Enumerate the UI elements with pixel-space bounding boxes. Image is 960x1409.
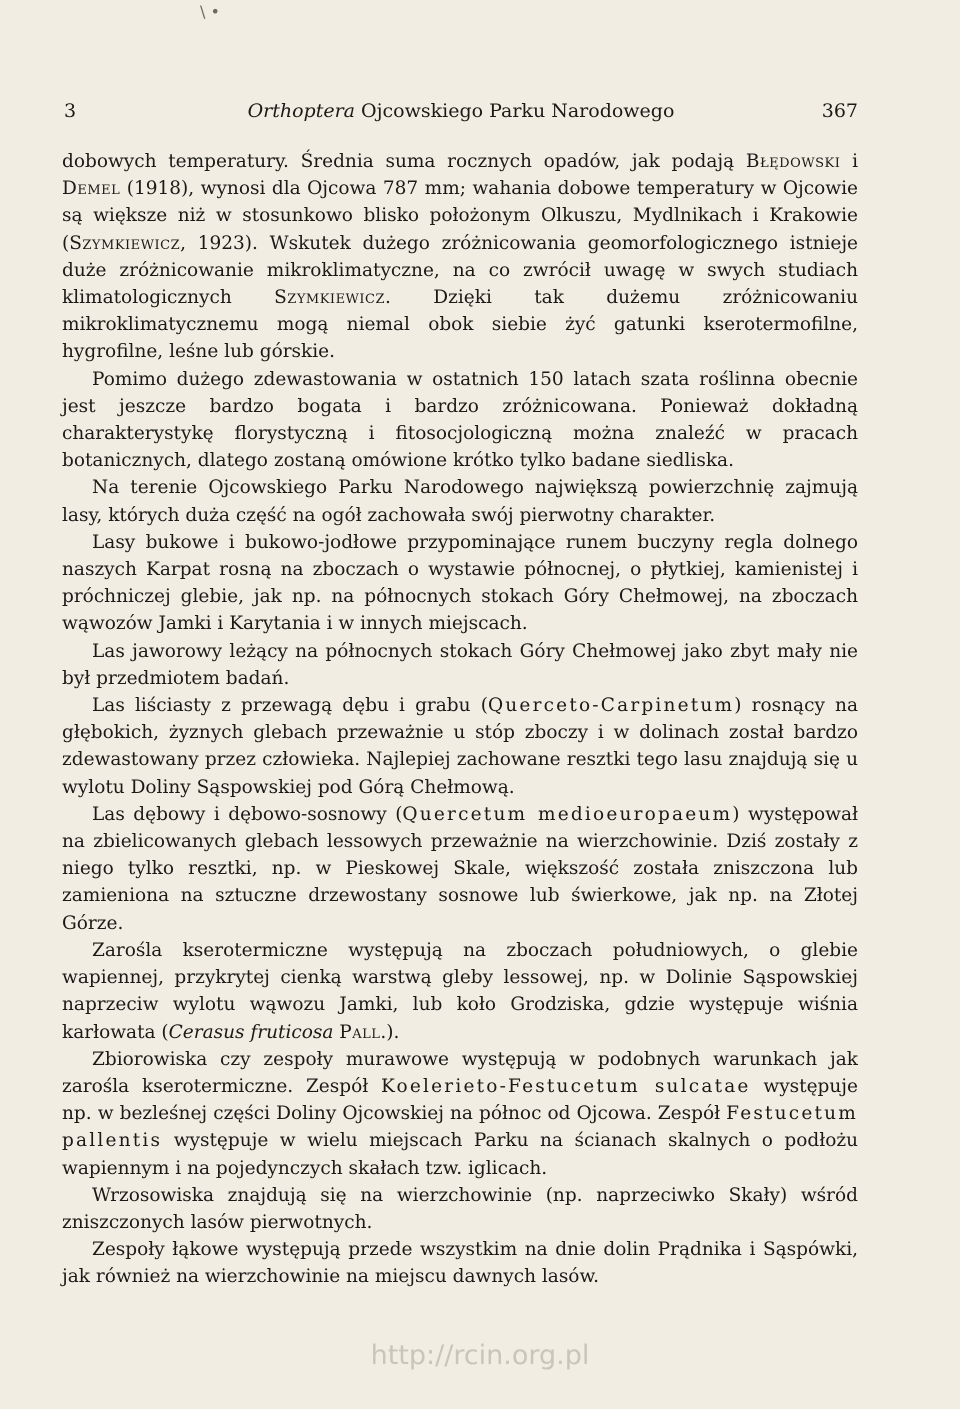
paragraph	[62, 1236, 858, 1290]
text-run: ) rosnący na głębokich, żyznych glebach przeważnie u stóp zboczy i w dolinach został bardzo zdewastowany przez człowieka. Najlepiej zachowane resztki tego lasu znajdują się u wylotu Doliny Sąspowskiej pod Górą Chełmową.	[62, 695, 859, 798]
text-run: Zbiorowiska czy zespoły murawowe występują w podobnych warunkach jak zarośla kserotermiczne. Zespół	[62, 1048, 858, 1097]
text-run: Lasy bukowe i bukowo-jodłowe przypominające runem buczyny regla dolnego naszych Karpat rosną na zboczach o wystawie północnej, o płytkiej, kamienistej i próchniczej glebie, jak np. na północnych stokach Góry Chełmowej, na zboczach wąwozów Jamki i Karytania i w innych miejscach.	[62, 531, 858, 635]
paragraph	[62, 366, 858, 475]
text-run: występuje w wielu miejscach Parku na ścianach skalnych o podłożu wapiennym i na pojedynczych skałach tzw. iglicach.	[62, 1130, 858, 1179]
paragraph	[62, 474, 858, 528]
scan-mark: \ •	[200, 2, 220, 21]
running-title	[64, 100, 858, 122]
text-run: Wrzosowiska znajdują się na wierzchowinie (np. naprzeciwko Skały) wśród zniszczonych lasów pierwotnych.	[62, 1184, 858, 1233]
paragraph	[62, 148, 858, 366]
paragraph	[62, 692, 858, 801]
page-number: 367	[821, 100, 858, 122]
text-run: Zarośla kserotermiczne występują na zboczach południowych, o glebie wapiennej, przykrytej cienką warstwą gleby lessowej, np. w Dolinie Sąspowskiej naprzeciw wylotu wąwozu Jamki, lub koło Grodziska, gdzie występuje wiśnia karłowata (	[62, 939, 858, 1043]
paragraph	[62, 937, 858, 1046]
styled-text-run: Cerasus fruticosa	[168, 1021, 334, 1043]
styled-text-run: Koelerieto-Festucetum sulcatae	[381, 1075, 751, 1097]
running-header	[64, 100, 858, 130]
styled-text-run: Demel	[62, 178, 121, 200]
styled-text-run: Szymkiewicz	[69, 232, 181, 254]
text-run: ) występował na zbielicowanych glebach lessowych przeważnie na wierzchowinie. Dziś zostały z niego tylko resztki, np. w Pieskowej Skale, większość została zniszczona lub zamieniona na sztuczne drzewostany sosnowe lub świerkowe, jak np. na Złotej Górze.	[62, 803, 859, 934]
paragraph	[62, 801, 858, 937]
text-run: (1918), wynosi dla Ojcowa 787 mm; wahania dobowe temperatury w Ojcowie są większe niż w stosunkowo blisko położonym Olkuszu, Mydlnikach i Krakowie (	[62, 178, 858, 254]
body-text	[62, 148, 858, 1291]
styled-text-run: Querceto-Carpinetum	[487, 695, 735, 717]
styled-text-run: Błędowski	[745, 151, 841, 172]
text-run: , 1923). Wskutek dużego zróżnicowania geomorfologicznego istnieje duże zróżnicowanie mikroklimatyczne, na co zwrócił uwagę w swych studiach klimatologicznych	[62, 232, 858, 309]
paragraph	[62, 638, 858, 692]
text-run: Las dębowy i dębowo-sosnowy (	[92, 803, 403, 825]
text-run: Pomimo dużego zdewastowania w ostatnich 150 latach szata roślinna obecnie jest jeszcze bardzo bogata i bardzo zróżnicowana. Ponieważ dokładną charakterystykę florystyczną i fitosocjologiczną można znaleźć w pracach botanicznych, dlatego zostaną omówione krótko tylko badane siedliska.	[62, 368, 858, 472]
text-run: i	[840, 151, 858, 172]
text-run: Las liściasty z przewagą dębu i grabu (	[92, 695, 488, 717]
text-run: . Dzięki tak dużemu zróżnicowaniu mikroklimatycznemu mogą niemal obok siebie żyć gatunki kserotermofilne, hygrofilne, leśne lub górskie.	[62, 287, 858, 363]
text-run: Zespoły łąkowe występują przede wszystkim na dnie dolin Prądnika i Sąspówki, jak również na wierzchowinie na miejscu dawnych lasów.	[62, 1239, 858, 1288]
styled-text-run: Szymkiewicz	[274, 287, 386, 309]
text-run: dobowych temperatury. Średnia suma rocznych opadów, jak podają	[62, 151, 746, 172]
paragraph	[62, 1182, 858, 1236]
running-title-italic: Orthoptera	[247, 100, 356, 122]
paragraph	[62, 529, 858, 638]
text-run: występuje np. w bezleśnej części Doliny Ojcowskiej na północ od Ojcowa. Zespół	[62, 1075, 858, 1125]
styled-text-run: Quercetum medioeuropaeum	[402, 803, 733, 825]
running-title-rest: Ojcowskiego Parku Narodowego	[355, 100, 675, 122]
text-run: Na terenie Ojcowskiego Parku Narodowego największą powierzchnię zajmują lasy, których duża część na ogół zachowała swój pierwotny charakter.	[62, 477, 858, 526]
paragraph	[62, 1046, 858, 1182]
styled-text-run: Festucetum pallentis	[62, 1103, 858, 1152]
text-run: .).	[380, 1021, 400, 1043]
watermark-url: http://rcin.org.pl	[370, 1340, 590, 1371]
text-run: Las jaworowy leżący na północnych stokach Góry Chełmowej jako zbyt mały nie był przedmiotem badań.	[62, 640, 858, 689]
chapter-number: 3	[64, 100, 77, 122]
styled-text-run: Pall	[339, 1021, 381, 1043]
